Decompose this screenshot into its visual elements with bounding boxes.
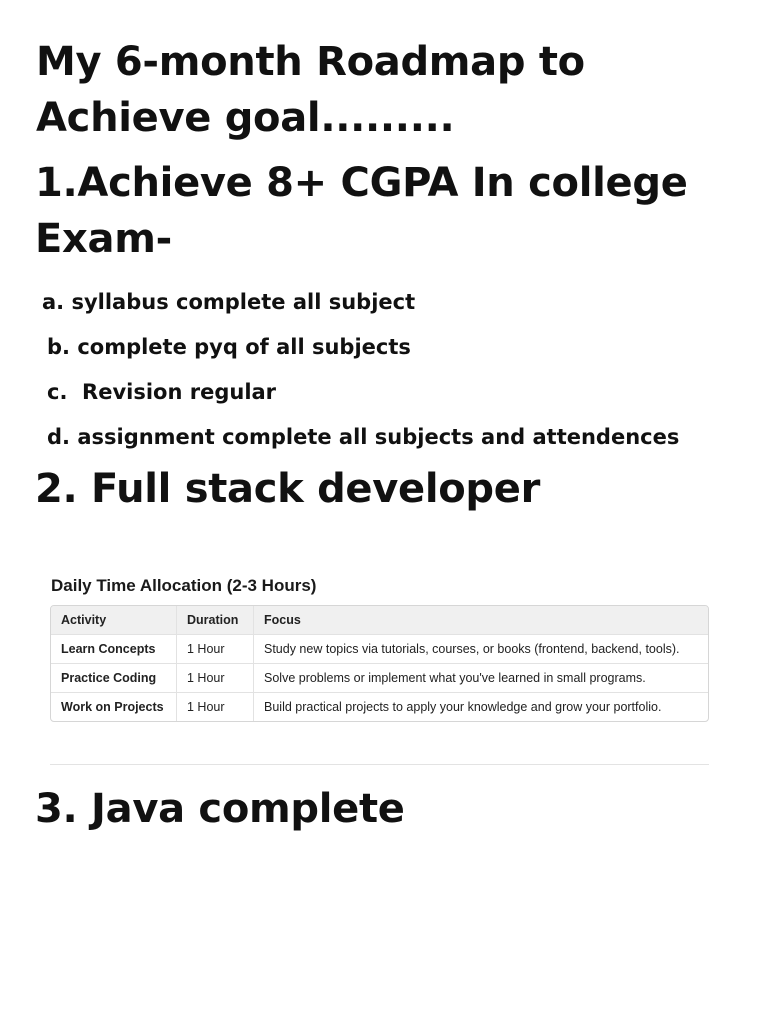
section-heading-cgpa: 1.Achieve 8+ CGPA In college Exam- [35, 160, 688, 262]
activity-cell: Learn Concepts [51, 635, 177, 664]
column-header-activity: Activity [51, 606, 177, 635]
column-header-focus: Focus [254, 606, 708, 635]
time-allocation-table [50, 605, 709, 722]
table-row [51, 664, 708, 693]
duration-cell: 1 Hour [177, 664, 254, 693]
duration-cell: 1 Hour [177, 693, 254, 721]
section-heading-java: 3. Java complete [35, 786, 405, 832]
cgpa-task-list [42, 280, 742, 460]
focus-cell: Solve problems or implement what you've learned in small programs. [254, 664, 708, 693]
focus-cell: Build practical projects to apply your knowledge and grow your portfolio. [264, 700, 662, 714]
list-item: d. assignment complete all subjects and attendences [47, 425, 680, 449]
activity-cell: Work on Projects [51, 693, 177, 721]
focus-cell: Study new topics via tutorials, courses, or books (frontend, backend, tools). [254, 635, 708, 664]
table-title: Daily Time Allocation (2-3 Hours) [51, 576, 317, 595]
section-divider [50, 764, 709, 765]
table-header-row [51, 606, 708, 635]
list-item: c. Revision regular [47, 380, 277, 404]
section-heading-fullstack: 2. Full stack developer [35, 466, 541, 512]
page-title: My 6-month Roadmap to Achieve goal......... [36, 39, 585, 141]
list-item: a. syllabus complete all subject [42, 290, 416, 314]
column-header-duration: Duration [177, 606, 254, 635]
table-row [51, 693, 708, 721]
time-allocation-block [50, 576, 710, 722]
activity-cell: Practice Coding [51, 664, 177, 693]
list-item: b. complete pyq of all subjects [47, 335, 411, 359]
duration-cell: 1 Hour [177, 635, 254, 664]
table-row [51, 635, 708, 664]
